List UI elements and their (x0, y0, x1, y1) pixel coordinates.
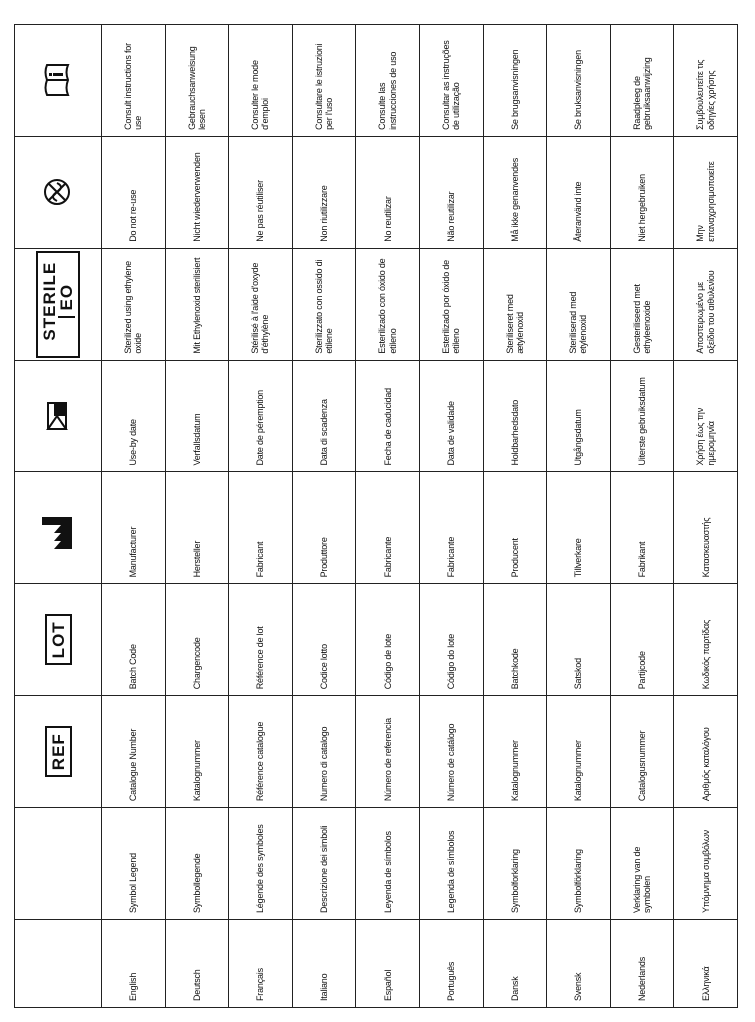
table-cell: Steriliseret med ætylenoxid (483, 248, 547, 360)
table-cell: Hersteller (165, 472, 229, 584)
table-cell: Stérilisé à l'aide d'oxyde d'éthylène (229, 248, 293, 360)
language-label: Deutsch (165, 920, 229, 1008)
table-cell: Consulte las instrucciones de uso (356, 25, 420, 137)
table-cell: Må ikke genanvendes (483, 136, 547, 248)
do-not-reuse-icon (42, 177, 72, 207)
language-label: Ελληνικά (674, 920, 738, 1008)
lot-symbol-cell (15, 584, 102, 696)
table-cell: Partijcode (610, 584, 674, 696)
table-row (356, 25, 420, 1008)
table-cell: Produttore (292, 472, 356, 584)
sterile-eo-icon (36, 251, 80, 358)
eo-label: EO (58, 278, 75, 319)
empty-legend-header-cell (15, 808, 102, 920)
table-cell: Descrizione dei simboli (292, 808, 356, 920)
symbol-header-row (15, 25, 102, 1008)
table-cell: Legenda de símbolos (419, 808, 483, 920)
table-cell: Symbollegende (165, 808, 229, 920)
table-cell: Tillverkare (547, 472, 611, 584)
table-cell: Gebrauchsanweisung lesen (165, 25, 229, 137)
table-cell: Katalognummer (165, 696, 229, 808)
language-label: Svensk (547, 920, 611, 1008)
table-cell: Légende des symboles (229, 808, 293, 920)
table-cell: Batch Code (102, 584, 166, 696)
table-cell: Fabrikant (610, 472, 674, 584)
table-cell: Esterilizado por óxido de etileno (419, 248, 483, 360)
table-cell: Fecha de caducidad (356, 360, 420, 472)
table-cell: Date de péremption (229, 360, 293, 472)
table-cell: Αποστειρωμένο με οξείδιο του αιθυλενίου (674, 248, 738, 360)
table-row (483, 25, 547, 1008)
table-cell: Data di scadenza (292, 360, 356, 472)
table-cell: Raadpleeg de gebruiksaanwijzing (610, 25, 674, 137)
table-cell: Fabricante (419, 472, 483, 584)
table-cell: Use-by date (102, 360, 166, 472)
table-row (547, 25, 611, 1008)
table-cell: Nicht wiederverwenden (165, 136, 229, 248)
table-cell: Catalogue Number (102, 696, 166, 808)
table-cell: Mit Ethylenoxid sterilisiert (165, 248, 229, 360)
table-cell: Não reutilizar (419, 136, 483, 248)
table-cell: Verklaring van de symbolen (610, 808, 674, 920)
table-row (165, 25, 229, 1008)
manufacturer-symbol-cell (15, 472, 102, 584)
table-cell: Symbolförklaring (547, 808, 611, 920)
table-row (292, 25, 356, 1008)
table-cell: Do not re-use (102, 136, 166, 248)
table-cell: Référence de lot (229, 584, 293, 696)
language-label: Dansk (483, 920, 547, 1008)
table-cell: Chargencode (165, 584, 229, 696)
table-cell: Μην επαναχρησιμοποιείτε (674, 136, 738, 248)
table-cell: Sterilized using ethylene oxide (102, 248, 166, 360)
table-cell: Data de validade (419, 360, 483, 472)
lot-icon: LOT (45, 614, 72, 665)
table-cell: Esterilizado con óxido de etileno (356, 248, 420, 360)
sterile-label: STERILE (40, 261, 59, 341)
table-cell: Se bruksanvisningen (547, 25, 611, 137)
table-row (229, 25, 293, 1008)
language-label: Español (356, 920, 420, 1008)
sterile-eo-symbol-cell (15, 248, 102, 360)
manufacturer-icon (40, 505, 74, 551)
ref-icon: REF (45, 726, 72, 777)
table-cell: Sterilizzato con ossido di etilene (292, 248, 356, 360)
language-label: English (102, 920, 166, 1008)
table-cell: Υπόμνημα συμβόλων (674, 808, 738, 920)
table-cell: Holdbarhedsdato (483, 360, 547, 472)
table-cell: Satskod (547, 584, 611, 696)
consult-instructions-icon (43, 63, 71, 97)
table-row (674, 25, 738, 1008)
table-cell: Uiterste gebruiksdatum (610, 360, 674, 472)
table-cell: Se brugsanvisningen (483, 25, 547, 137)
language-label: Français (229, 920, 293, 1008)
table-cell: No reutilizar (356, 136, 420, 248)
table-cell: Αριθμός καταλόγου (674, 696, 738, 808)
table-cell: Fabricante (356, 472, 420, 584)
table-cell: Codice lotto (292, 584, 356, 696)
table-cell: Katalognummer (483, 696, 547, 808)
table-cell: Consultare le istruzioni per l'uso (292, 25, 356, 137)
table-cell: Manufacturer (102, 472, 166, 584)
table-cell: Non riutilizzare (292, 136, 356, 248)
table-cell: Référence catalogue (229, 696, 293, 808)
table-cell: Número de catálogo (419, 696, 483, 808)
table-row (610, 25, 674, 1008)
table-cell: Verfallsdatum (165, 360, 229, 472)
language-label: Português (419, 920, 483, 1008)
table-cell: Återanvänd inte (547, 136, 611, 248)
empty-header-cell (15, 920, 102, 1008)
symbol-legend-table (14, 24, 738, 1008)
table-cell: Numero di catalogo (292, 696, 356, 808)
table-cell: Consulter le mode d'emploi (229, 25, 293, 137)
table-cell: Producent (483, 472, 547, 584)
do-not-reuse-symbol-cell (15, 136, 102, 248)
table-cell: Utgångsdatum (547, 360, 611, 472)
table-cell: Symbol Legend (102, 808, 166, 920)
table-cell: Συμβουλευτείτε τις οδηγίες χρήσης (674, 25, 738, 137)
table-cell: Niet hergebruiken (610, 136, 674, 248)
table-cell: Código de lote (356, 584, 420, 696)
table-cell: Symbolforklaring (483, 808, 547, 920)
language-label: Nederlands (610, 920, 674, 1008)
table-cell: Κατασκευαστής (674, 472, 738, 584)
language-label: Italiano (292, 920, 356, 1008)
ref-symbol-cell (15, 696, 102, 808)
use-by-date-symbol-cell (15, 360, 102, 472)
table-cell: Catalogusnummer (610, 696, 674, 808)
table-cell: Κωδικός παρτίδας (674, 584, 738, 696)
table-cell: Ne pas réutiliser (229, 136, 293, 248)
table-cell: Consultar as instruções de utilização (419, 25, 483, 137)
use-by-date-icon (45, 401, 69, 431)
table-cell: Steriliserad med etylenoxid (547, 248, 611, 360)
table-cell: Número de referencia (356, 696, 420, 808)
table-cell: Batchkode (483, 584, 547, 696)
table-cell: Código do lote (419, 584, 483, 696)
table-cell: Katalognummer (547, 696, 611, 808)
table-row (102, 25, 166, 1008)
table-cell: Fabricant (229, 472, 293, 584)
table-cell: Χρήση έως την ημερομηνία (674, 360, 738, 472)
consult-instructions-symbol-cell (15, 25, 102, 137)
table-cell: Leyenda de símbolos (356, 808, 420, 920)
table-cell: Consult instructions for use (102, 25, 166, 137)
table-row (419, 25, 483, 1008)
table-cell: Gesteriliseerd met ethyleenoxide (610, 248, 674, 360)
